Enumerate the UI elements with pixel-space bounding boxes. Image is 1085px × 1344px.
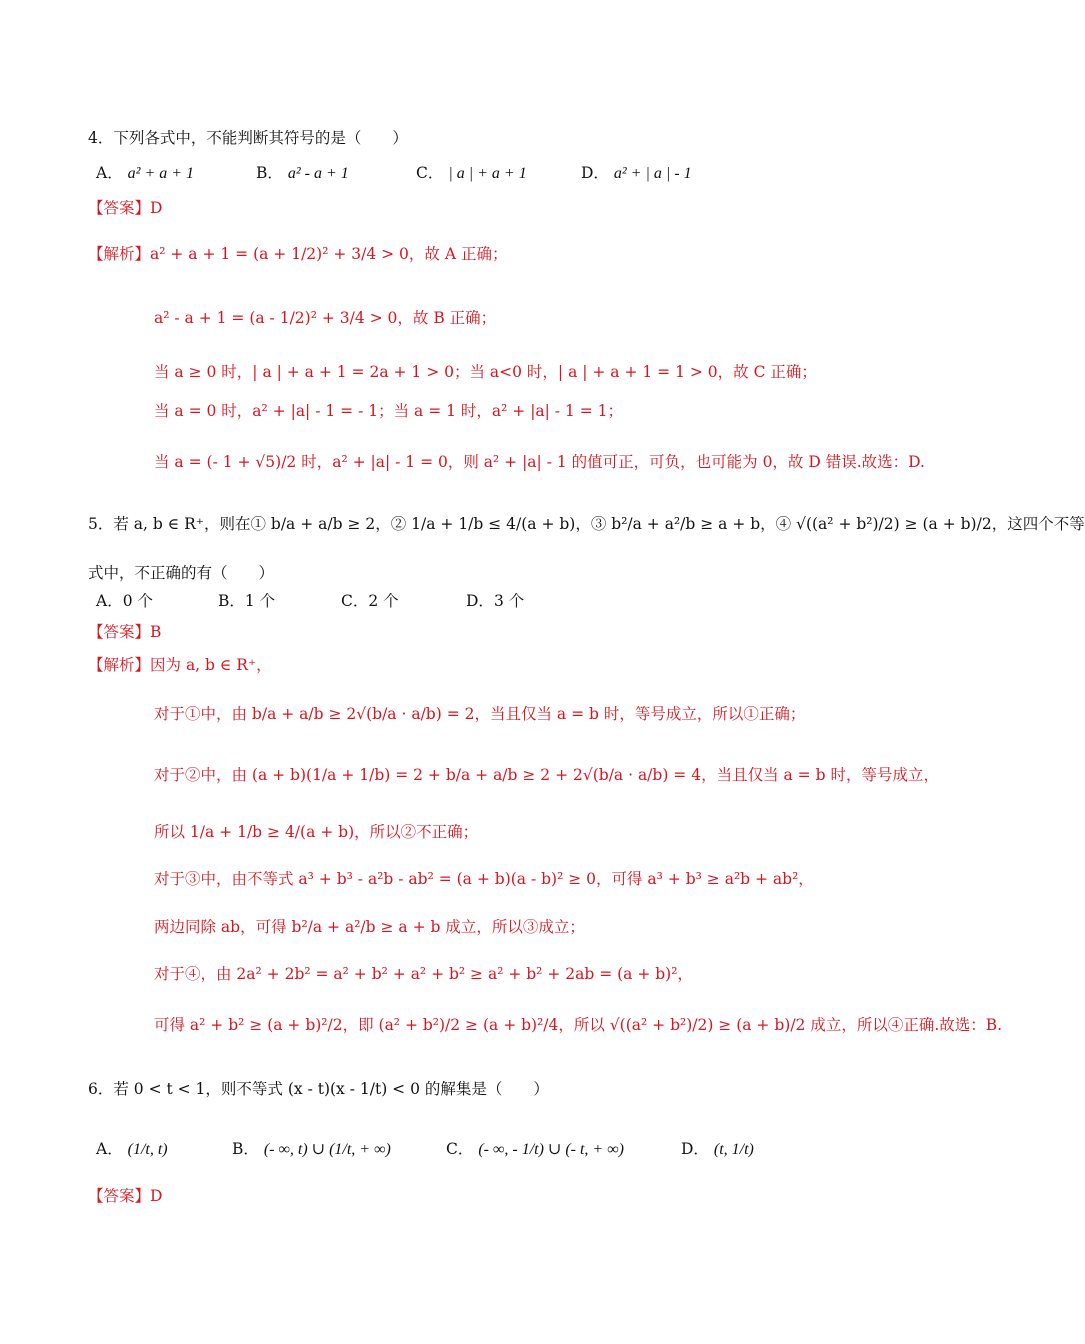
q5-stem-line-2: 式中，不正确的有（ ） xyxy=(88,564,275,582)
q6-option-d[interactable]: D． (t, 1/t) xyxy=(681,1140,754,1158)
q4-analysis-line-3: 当 a ≥ 0 时，| a | + a + 1 = 2a + 1 > 0；当 a<0 时，| a | + a + 1 = 1 > 0，故 C 正确； xyxy=(154,363,817,381)
q6-option-a[interactable]: A． (1/t, t) xyxy=(96,1140,168,1158)
q4-analysis-line-2: a² - a + 1 = (a - 1/2)² + 3/4 > 0，故 B 正确； xyxy=(154,309,497,327)
q6-option-c[interactable]: C． (- ∞, - 1/t) ∪ (- t, + ∞) xyxy=(446,1140,624,1158)
q5-option-b[interactable]: B．1 个 xyxy=(218,592,276,610)
q6-answer: 【答案】D xyxy=(88,1187,163,1205)
q5-stem-line-1: 5．若 a, b ∈ R⁺，则在① b/a + a/b ≥ 2，② 1/a + 1/b ≤ 4/(a + b)，③ b²/a + a²/b ≥ a + b，④ √((a² + b²)/2) ≥ (a + b)/2，这四个不等 xyxy=(88,515,1085,533)
q4-option-d[interactable]: D． a² + | a | - 1 xyxy=(581,164,692,182)
q4-option-a[interactable]: A． a² + a + 1 xyxy=(96,164,195,182)
q5-option-d[interactable]: D．3 个 xyxy=(466,592,525,610)
q5-analysis-line-7: 对于④，由 2a² + 2b² = a² + b² + a² + b² ≥ a² + b² + 2ab = (a + b)²， xyxy=(154,965,693,983)
q4-option-b[interactable]: B． a² - a + 1 xyxy=(256,164,349,182)
q5-analysis-line-8: 可得 a² + b² ≥ (a + b)²/2，即 (a² + b²)/2 ≥ (a + b)²/4，所以 √((a² + b²)/2) ≥ (a + b)/2 成立，所以④正确.故选：B. xyxy=(154,1016,1003,1034)
q5-analysis-line-6: 两边同除 ab，可得 b²/a + a²/b ≥ a + b 成立，所以③成立； xyxy=(154,918,585,936)
q5-analysis-line-4: 所以 1/a + 1/b ≥ 4/(a + b)，所以②不正确； xyxy=(154,823,479,841)
q5-analysis-line-5: 对于③中，由不等式 a³ + b³ - a²b - ab² = (a + b)(a - b)² ≥ 0，可得 a³ + b³ ≥ a²b + ab²， xyxy=(154,870,814,888)
q4-analysis-line-4: 当 a = 0 时，a² + |a| - 1 = - 1；当 a = 1 时，a² + |a| - 1 = 1； xyxy=(154,402,624,420)
q5-analysis-line-3: 对于②中，由 (a + b)(1/a + 1/b) = 2 + b/a + a/b ≥ 2 + 2√(b/a · a/b) = 4，当且仅当 a = b 时，等号成立， xyxy=(154,766,939,784)
q5-option-c[interactable]: C．2 个 xyxy=(341,592,399,610)
q5-option-a[interactable]: A．0 个 xyxy=(96,592,153,610)
q5-analysis-line-2: 对于①中，由 b/a + a/b ≥ 2√(b/a · a/b) = 2，当且仅当 a = b 时，等号成立，所以①正确； xyxy=(154,705,806,723)
q4-option-c[interactable]: C． | a | + a + 1 xyxy=(416,164,527,182)
q5-answer: 【答案】B xyxy=(88,623,162,641)
q4-stem: 4．下列各式中，不能判断其符号的是（ ） xyxy=(88,129,408,147)
q4-analysis-line-1: 【解析】a² + a + 1 = (a + 1/2)² + 3/4 > 0，故 A 正确； xyxy=(88,245,508,263)
q6-stem: 6．若 0 < t < 1，则不等式 (x - t)(x - 1/t) < 0 的解集是（ ） xyxy=(88,1080,549,1098)
q5-analysis-line-1: 【解析】因为 a, b ∈ R⁺， xyxy=(88,656,272,674)
q4-answer: 【答案】D xyxy=(88,199,163,217)
q6-option-b[interactable]: B． (- ∞, t) ∪ (1/t, + ∞) xyxy=(232,1140,391,1158)
q4-analysis-line-5: 当 a = (- 1 + √5)/2 时，a² + |a| - 1 = 0，则 a² + |a| - 1 的值可正，可负，也可能为 0，故 D 错误.故选：D. xyxy=(154,453,925,471)
